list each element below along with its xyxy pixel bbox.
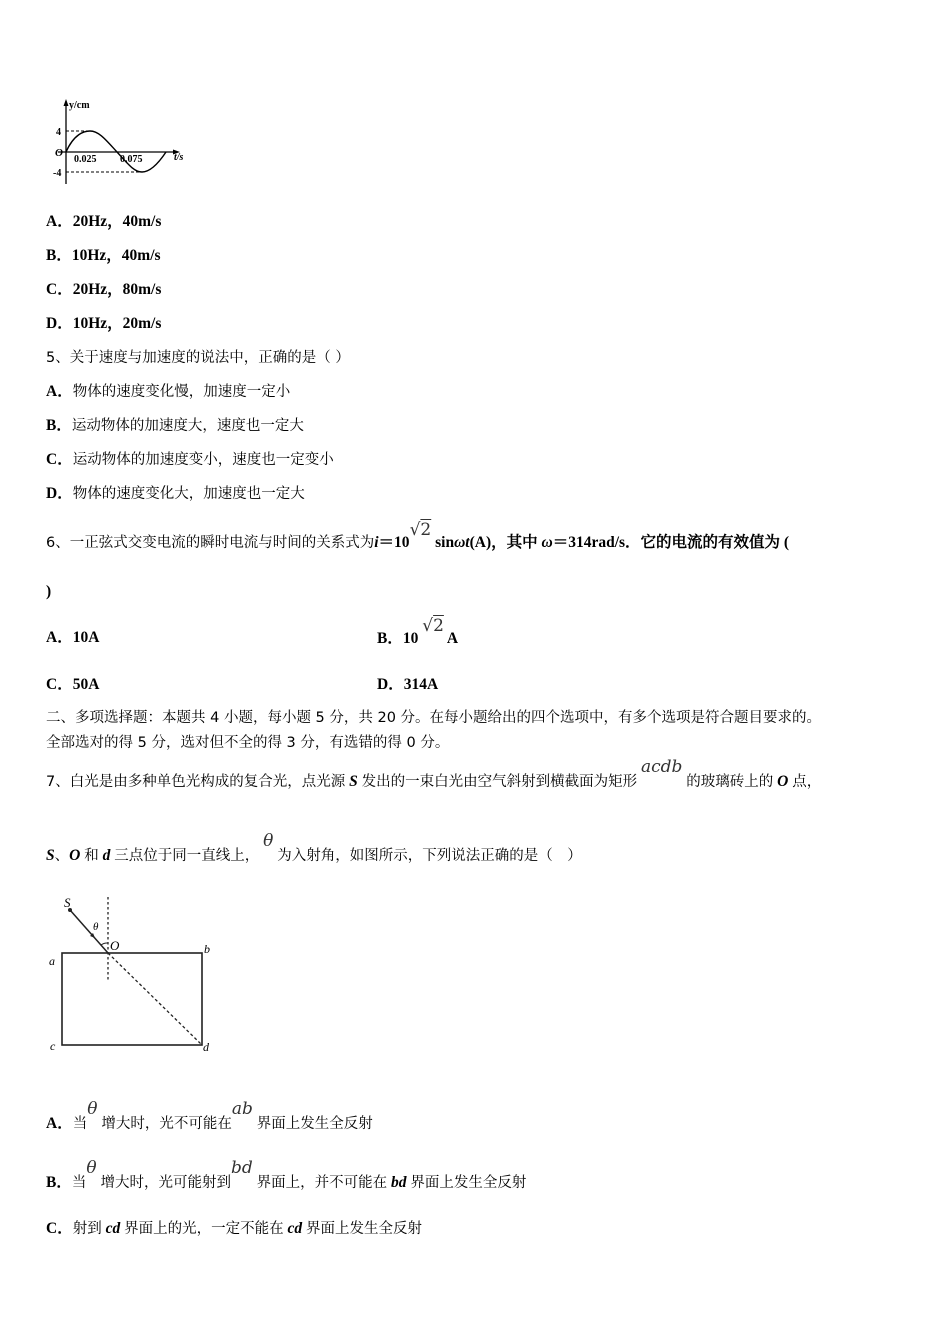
q6-close-paren: ) [46, 583, 52, 600]
q7-option-c: C．射到 cd 界面上的光，一定不能在 cd 界面上发生全反射 [46, 1220, 422, 1237]
svg-text:O: O [55, 147, 63, 159]
q4-option-d: D．10Hz，20m/s [46, 315, 162, 332]
q5-option-c: C．运动物体的加速度变小，速度也一定变小 [46, 451, 334, 468]
q4-option-b: B．10Hz，40m/s [46, 247, 161, 264]
wave-graph [44, 96, 199, 188]
svg-text:t/s: t/s [174, 152, 184, 163]
q4-option-c: C．20Hz，80m/s [46, 281, 162, 298]
svg-text:a: a [49, 954, 55, 968]
y-axis-label: y/cm [69, 100, 90, 111]
svg-text:d: d [203, 1040, 209, 1054]
q5-option-a: A．物体的速度变化慢，加速度一定小 [46, 383, 291, 400]
svg-text:c: c [50, 1039, 56, 1053]
svg-text:0.075: 0.075 [120, 154, 143, 165]
q7-option-b: B．当θ 增大时，光可能射到bd 界面上，并不可能在 bd 界面上发生全反射 [46, 1158, 527, 1191]
glass-brick-diagram [44, 893, 224, 1058]
svg-text:0.025: 0.025 [74, 154, 97, 165]
svg-text:S: S [64, 895, 71, 910]
q5-option-b: B．运动物体的加速度大，速度也一定大 [46, 417, 304, 434]
svg-text:O: O [110, 938, 120, 953]
svg-text:b: b [204, 942, 210, 956]
section2-heading-line2: 全部选对的得 5 分，选对但不全的得 3 分，有选错的得 0 分。 [46, 735, 450, 751]
q4-option-a: A．20Hz，40m/s [46, 213, 162, 230]
q5-stem: 5、关于速度与加速度的说法中，正确的是（ ） [46, 350, 350, 366]
sqrt-symbol: √2 [409, 520, 432, 540]
q5-option-d: D．物体的速度变化大，加速度也一定大 [46, 485, 305, 502]
q6-option-b: B．10 √2 A [377, 616, 459, 647]
q6-option-a: A．10A [46, 629, 100, 646]
q7-stem-line2: S、O 和 d 三点位于同一直线上， θ 为入射角，如图所示，下列说法正确的是（ ） [46, 831, 582, 864]
svg-text:-4: -4 [53, 168, 62, 179]
q6-stem: 6、一正弦式交变电流的瞬时电流与时间的关系式为i＝10√2 sinωt(A)，其中 ω＝314rad/s．它的电流的有效值为 ( [46, 520, 790, 551]
q6-option-d: D．314A [377, 676, 439, 693]
section2-heading-line1: 二、多项选择题：本题共 4 小题，每小题 5 分，共 20 分。在每小题给出的四个选项中，有多个选项是符合题目要求的。 [46, 710, 822, 726]
q7-stem-line1: 7、白光是由多种单色光构成的复合光，点光源 S 发出的一束白光由空气斜射到横截面为矩形 acdb 的玻璃砖上的 O 点， [46, 757, 822, 790]
q6-option-c: C．50A [46, 676, 100, 693]
svg-text:θ: θ [93, 921, 99, 933]
q7-option-a: A．当θ 增大时，光不可能在ab 界面上发生全反射 [46, 1099, 373, 1132]
svg-text:4: 4 [56, 127, 61, 138]
